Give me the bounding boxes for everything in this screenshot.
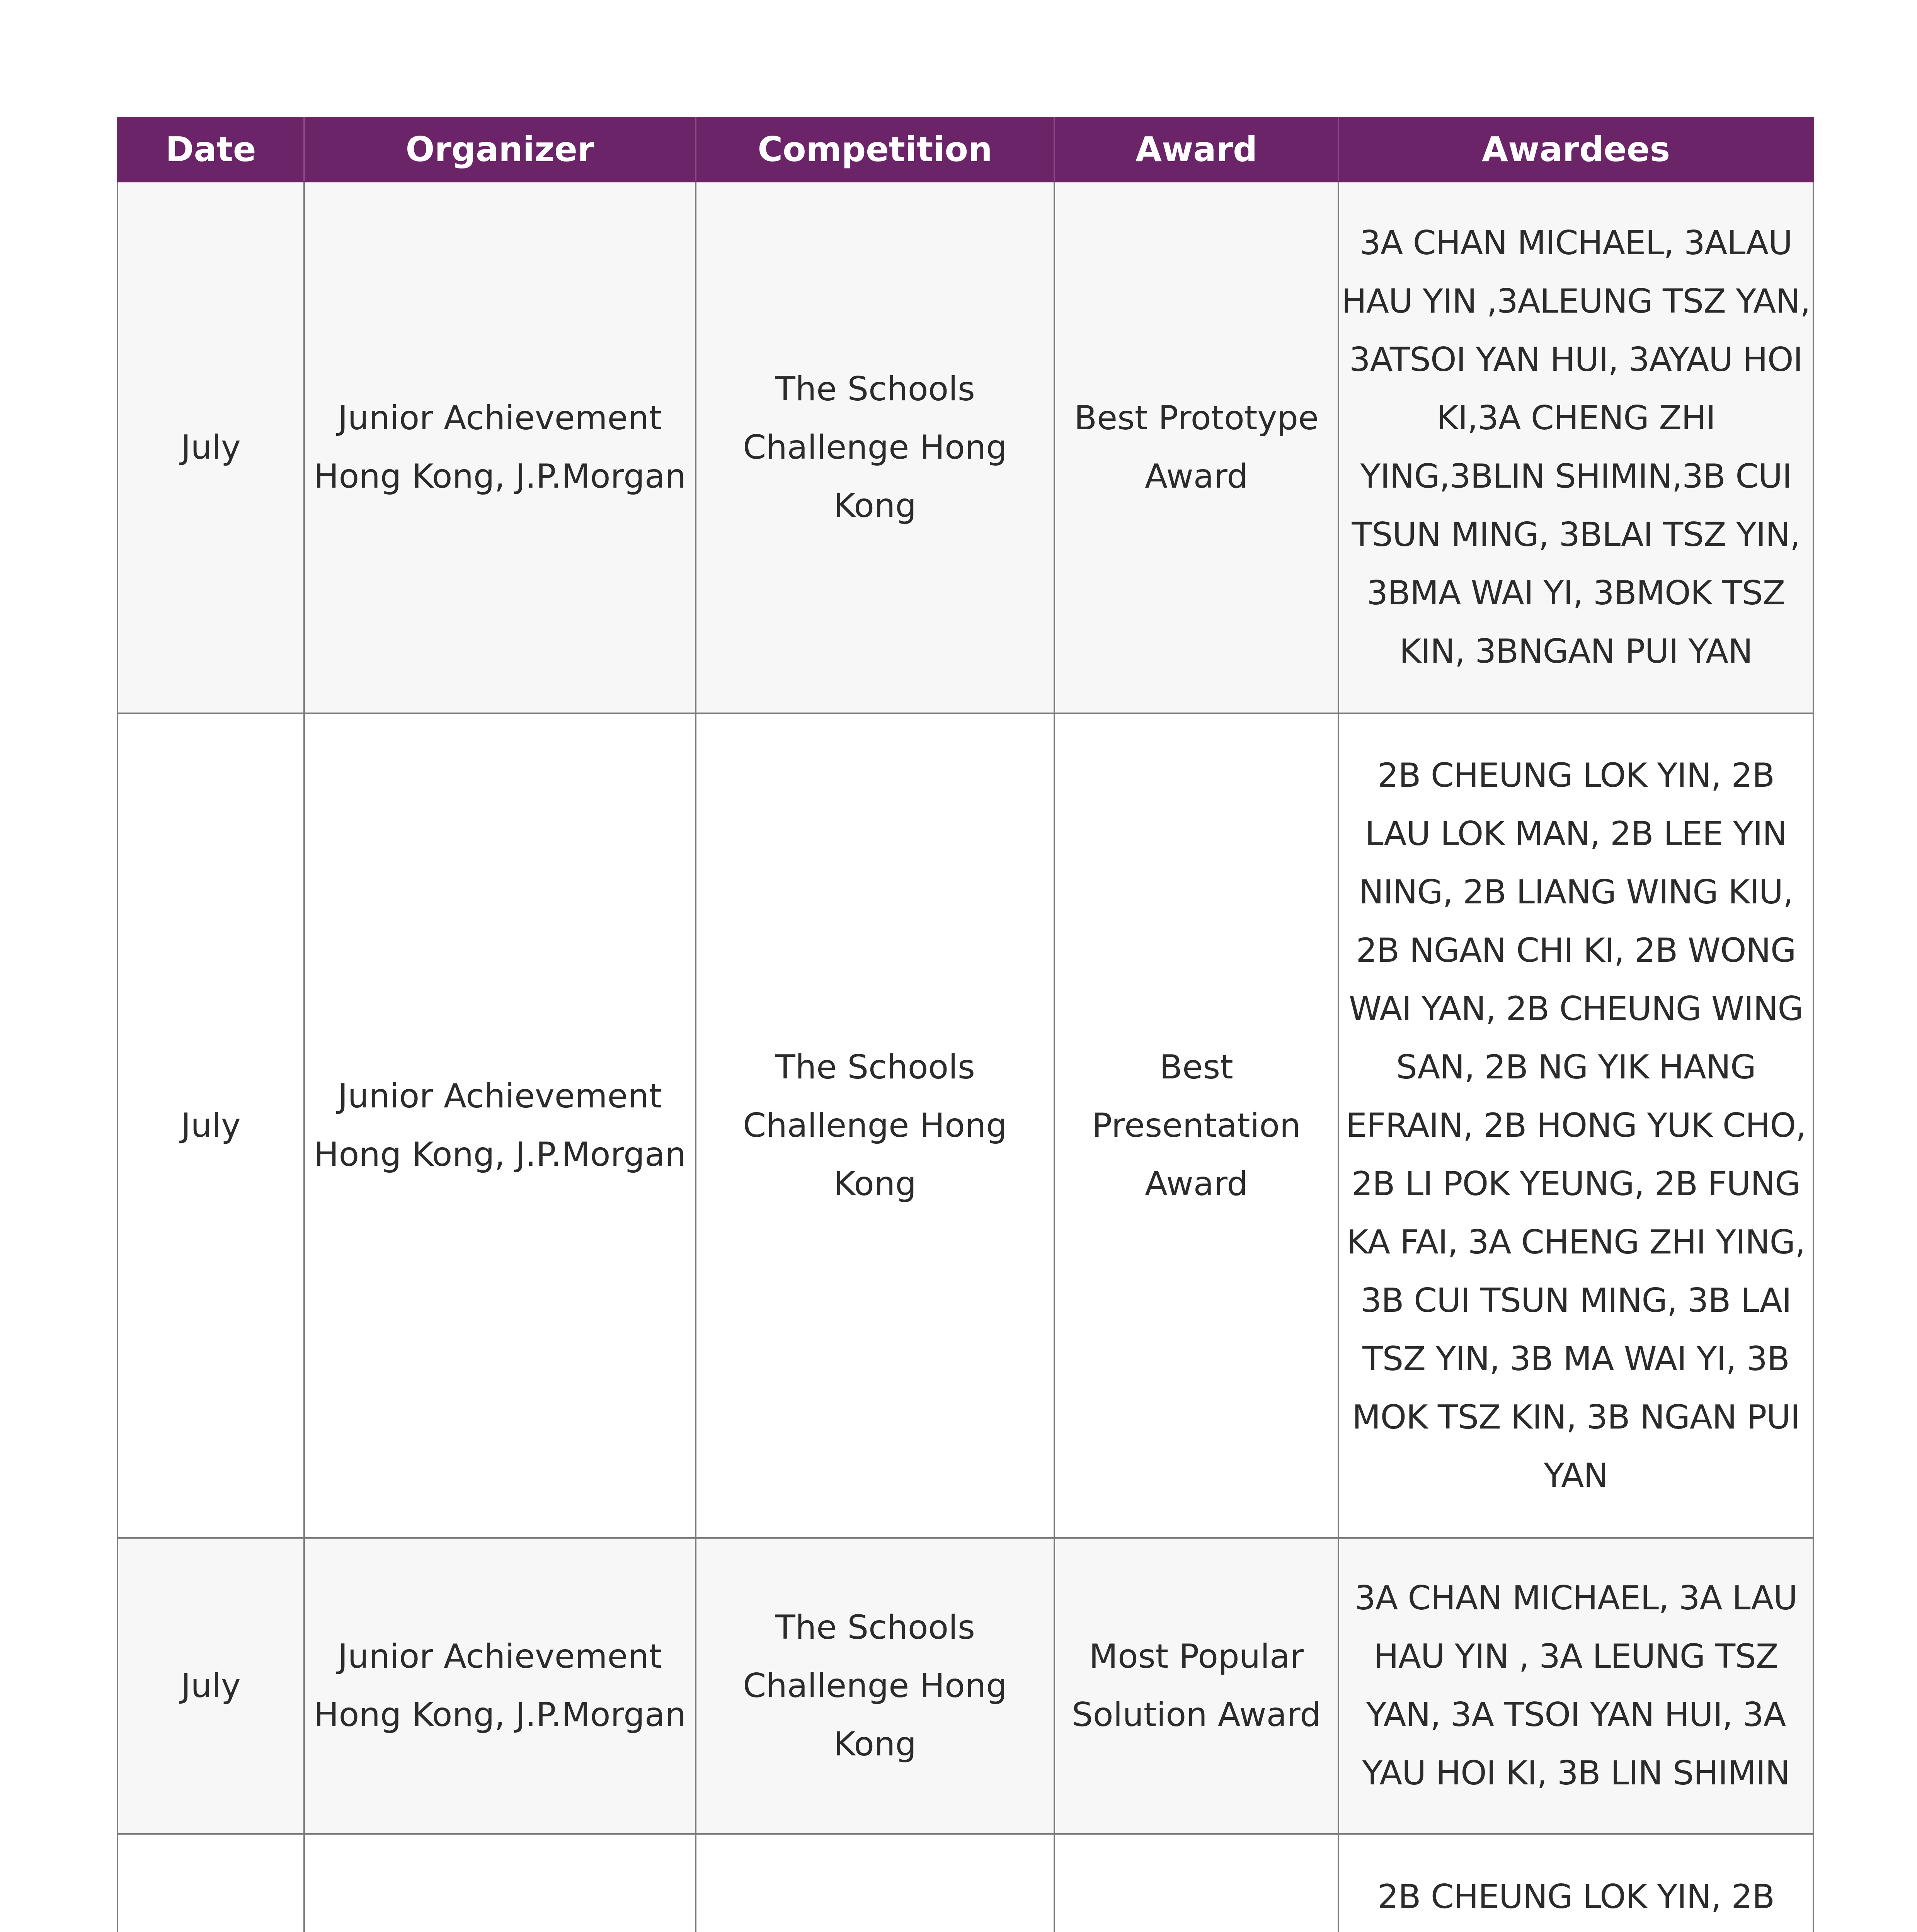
award-text: Best Presentation Award (1092, 1048, 1301, 1203)
competition-text: The Schools Challenge Hong Kong (743, 369, 1007, 525)
date-cell (117, 1538, 304, 1834)
award-text: Best Prototype Award (1074, 399, 1319, 496)
organizer-cell (304, 713, 696, 1538)
date-text: July (181, 1106, 241, 1145)
header-organizer: Organizer (304, 117, 696, 182)
organizer-text: Junior Achievement Hong Kong, J.P.Morgan (313, 399, 686, 496)
competition-text: The Schools Challenge Hong Kong (743, 1048, 1007, 1203)
award-cell (1054, 1538, 1338, 1834)
table-row (117, 182, 1813, 713)
awardees-cell (1338, 1538, 1813, 1834)
date-cell (117, 182, 304, 713)
date-text: July (181, 1666, 241, 1705)
award-cell (1054, 182, 1338, 713)
competition-cell (696, 713, 1054, 1538)
date-text: July (181, 428, 241, 467)
awardees-cell (1338, 1834, 1813, 1932)
awardees-cell (1338, 182, 1813, 713)
competition-cell (696, 1834, 1054, 1932)
award-cell (1054, 713, 1338, 1538)
table-row (117, 1538, 1813, 1834)
organizer-text: Junior Achievement Hong Kong, J.P.Morgan (313, 1637, 686, 1734)
table-header-row (117, 117, 1813, 182)
organizer-text: Junior Achievement Hong Kong, J.P.Morgan (313, 1077, 686, 1174)
award-text: Most Popular Solution Award (1072, 1637, 1321, 1734)
award-cell (1054, 1834, 1338, 1932)
competition-text: The Schools Challenge Hong Kong (743, 1608, 1007, 1764)
header-award: Award (1054, 117, 1338, 182)
awardees-text: 2B CHEUNG LOK YIN, 2B (1377, 1877, 1775, 1916)
header-awardees: Awardees (1338, 117, 1813, 182)
competition-cell (696, 182, 1054, 713)
awardees-text: 3A CHAN MICHAEL, 3A LAU HAU YIN , 3A LEUNG TSZ YAN, 3A TSOI YAN HUI, 3A YAU HOI KI, 3B LIN SHIMIN (1354, 1579, 1798, 1793)
organizer-cell (304, 1538, 696, 1834)
date-cell (117, 1834, 304, 1932)
table-row (117, 1834, 1813, 1932)
awardees-cell (1338, 713, 1813, 1538)
header-competition: Competition (696, 117, 1054, 182)
organizer-cell (304, 182, 696, 713)
table-row (117, 713, 1813, 1538)
header-date: Date (117, 117, 304, 182)
competition-cell (696, 1538, 1054, 1834)
awardees-text: 3A CHAN MICHAEL, 3ALAU HAU YIN ,3ALEUNG TSZ YAN, 3ATSOI YAN HUI, 3AYAU HOI KI,3A CHENG ZHI YING,3BLIN SHIMIN,3B CUI TSUN MING, 3BLAI TSZ YIN, 3BMA WAI YI, 3BMOK TSZ KIN, 3BNGAN PUI YAN (1342, 224, 1810, 671)
awards-table (117, 117, 1814, 1932)
organizer-cell (304, 1834, 696, 1932)
awardees-text: 2B CHEUNG LOK YIN, 2B LAU LOK MAN, 2B LEE YIN NING, 2B LIANG WING KIU, 2B NGAN CHI KI, 2B WONG WAI YAN, 2B CHEUNG WING SAN, 2B NG YIK HANG EFRAIN, 2B HONG YUK CHO, 2B LI POK YEUNG, 2B FUNG KA FAI, 3A CHENG ZHI YING, 3B CUI TSUN MING, 3B LAI TSZ YIN, 3B MA WAI YI, 3B MOK TSZ KIN, 3B NGAN PUI YAN (1346, 756, 1806, 1495)
date-cell (117, 713, 304, 1538)
